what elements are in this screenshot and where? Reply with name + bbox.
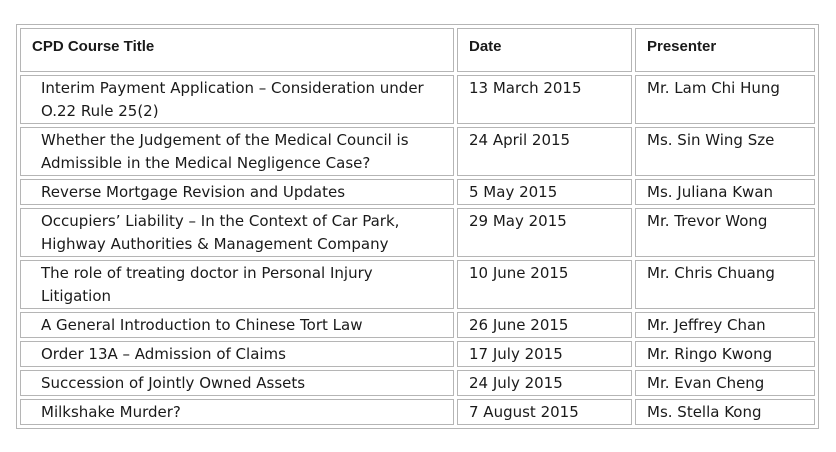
date-cell: 5 May 2015 [457,179,632,205]
presenter-cell: Mr. Jeffrey Chan [635,312,815,338]
table-row [20,399,815,425]
cpd-schedule-table-container [16,24,819,429]
table-row [20,75,815,124]
course-title-cell: A General Introduction to Chinese Tort Law [20,312,454,338]
cpd-schedule-table [17,25,818,428]
header-course-title: CPD Course Title [20,28,454,72]
presenter-cell: Mr. Ringo Kwong [635,341,815,367]
date-cell: 24 July 2015 [457,370,632,396]
header-presenter: Presenter [635,28,815,72]
presenter-cell: Mr. Lam Chi Hung [635,75,815,124]
table-row [20,208,815,257]
course-title-cell: The role of treating doctor in Personal Injury Litigation [20,260,454,309]
date-cell: 10 June 2015 [457,260,632,309]
course-title-cell: Interim Payment Application – Consideration under O.22 Rule 25(2) [20,75,454,124]
date-cell: 24 April 2015 [457,127,632,176]
presenter-cell: Ms. Stella Kong [635,399,815,425]
table-row [20,179,815,205]
table-row [20,341,815,367]
presenter-cell: Mr. Chris Chuang [635,260,815,309]
course-title-cell: Succession of Jointly Owned Assets [20,370,454,396]
date-cell: 26 June 2015 [457,312,632,338]
table-row [20,260,815,309]
table-row [20,370,815,396]
presenter-cell: Mr. Evan Cheng [635,370,815,396]
date-cell: 7 August 2015 [457,399,632,425]
course-title-cell: Milkshake Murder? [20,399,454,425]
course-title-cell: Order 13A – Admission of Claims [20,341,454,367]
table-row [20,127,815,176]
course-title-cell: Whether the Judgement of the Medical Council is Admissible in the Medical Negligence Case? [20,127,454,176]
table-row [20,312,815,338]
course-title-cell: Reverse Mortgage Revision and Updates [20,179,454,205]
date-cell: 13 March 2015 [457,75,632,124]
date-cell: 17 July 2015 [457,341,632,367]
table-header-row [20,28,815,72]
date-cell: 29 May 2015 [457,208,632,257]
presenter-cell: Ms. Juliana Kwan [635,179,815,205]
course-title-cell: Occupiers’ Liability – In the Context of Car Park, Highway Authorities & Management Company [20,208,454,257]
presenter-cell: Mr. Trevor Wong [635,208,815,257]
header-date: Date [457,28,632,72]
presenter-cell: Ms. Sin Wing Sze [635,127,815,176]
